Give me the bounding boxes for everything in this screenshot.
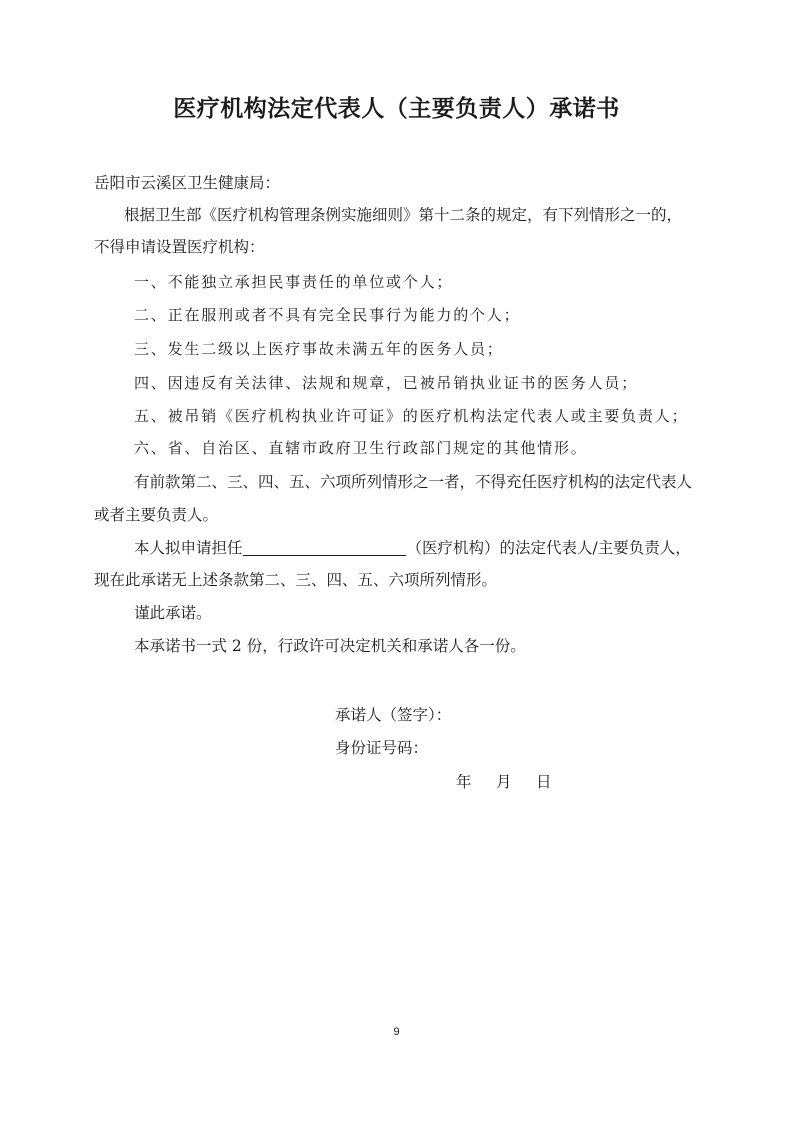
condition-item-6: 六、省、自治区、直辖市政府卫生行政部门规定的其他情形。: [134, 439, 588, 457]
id-number-label: 身份证号码：: [335, 739, 429, 757]
signature-label: 承诺人（签字）：: [335, 706, 452, 724]
intro-line-1: 根据卫生部《医疗机构管理条例实施细则》第十二条的规定，有下列情形之一的，: [124, 206, 683, 224]
pledge-suffix: （医疗机构）的法定代表人/主要负责人，: [406, 539, 691, 557]
clause-line-2: 或者主要负责人。: [94, 506, 219, 524]
copies-statement: 本承诺书一式 2 份，行政许可决定机关和承诺人各一份。: [134, 637, 526, 655]
intro-line-2: 不得申请设置医疗机构：: [94, 238, 265, 256]
date-day-label: 日: [536, 773, 552, 791]
clause-line-1: 有前款第二、三、四、五、六项所列情形之一者，不得充任医疗机构的法定代表人: [134, 473, 693, 491]
solemn-statement: 谨此承诺。: [134, 604, 212, 622]
condition-item-1: 一、不能独立承担民事责任的单位或个人；: [134, 273, 454, 291]
condition-item-2: 二、正在服刑或者不具有完全民事行为能力的个人；: [134, 306, 521, 324]
document-title: 医疗机构法定代表人（主要负责人）承诺书: [173, 96, 620, 122]
date-month-label: 月: [496, 773, 512, 791]
pledge-prefix: 本人拟申请担任: [134, 539, 243, 557]
condition-item-3: 三、发生二级以上医疗事故未满五年的医务人员；: [134, 340, 504, 358]
condition-item-4: 四、因违反有关法律、法规和规章，已被吊销执业证书的医务人员；: [134, 374, 639, 392]
addressee: 岳阳市云溪区卫生健康局：: [94, 174, 281, 192]
page-number: 9: [393, 1026, 400, 1038]
pledge-line-1: [134, 536, 691, 560]
pledge-line-2: 现在此承诺无上述条款第二、三、四、五、六项所列情形。: [94, 571, 498, 589]
date-year-label: 年: [456, 773, 472, 791]
condition-item-5: 五、被吊销《医疗机构执业许可证》的医疗机构法定代表人或主要负责人；: [134, 407, 689, 425]
institution-blank-field[interactable]: [243, 537, 406, 556]
